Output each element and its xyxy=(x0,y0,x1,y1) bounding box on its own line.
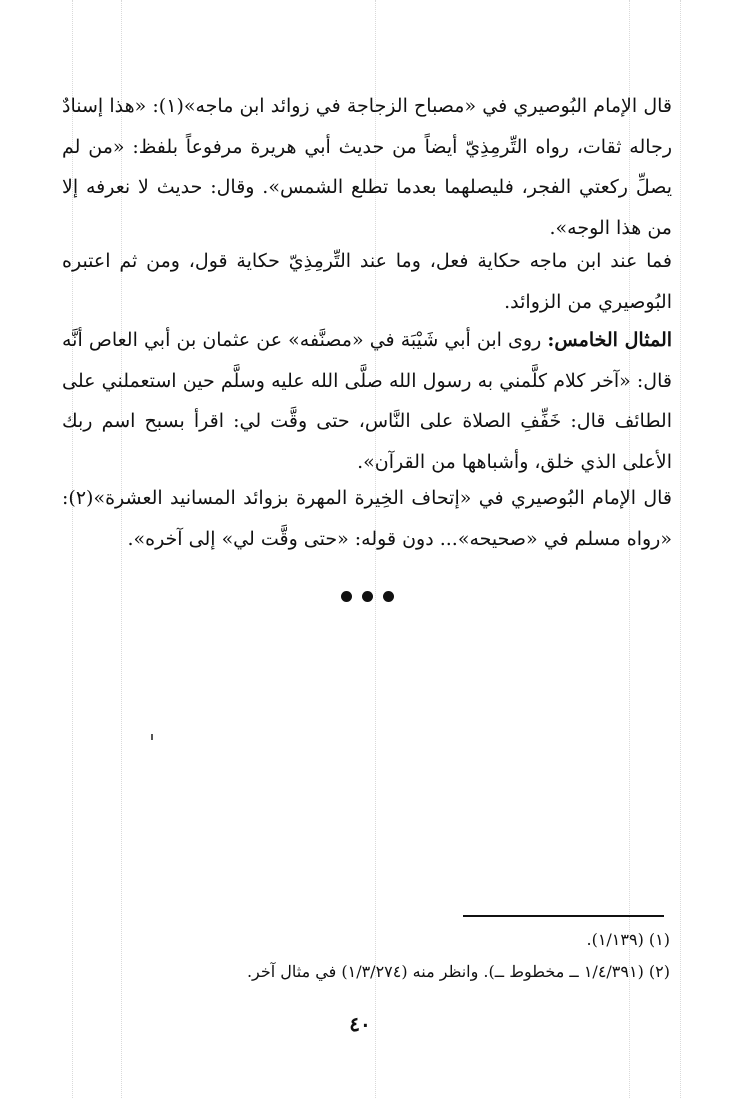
paragraph-2 xyxy=(62,241,672,322)
paragraph-4 xyxy=(62,478,672,559)
separator-dot xyxy=(383,591,394,602)
paragraph-text: فما عند ابن ماجه حكاية فعل، وما عند التِّرمِذِيّ حكاية قول، ومن ثم اعتبره البُوصيري من الزوائد. xyxy=(62,250,672,313)
example-label: المثال الخامس: xyxy=(547,329,673,351)
section-separator xyxy=(332,589,412,605)
paragraph-text: قال الإمام البُوصيري في «إتحاف الخِيرة المهرة بزوائد المسانيد العشرة»(٢): «رواه مسلم في «صحيحه»... دون قوله: «حتى وقَّت لي» إلى آخره». xyxy=(62,487,672,550)
separator-dot xyxy=(341,591,352,602)
footnote-separator xyxy=(463,915,664,917)
scan-guide-line xyxy=(680,0,681,1098)
page-number: ٤٠ xyxy=(349,1012,371,1036)
scan-speck xyxy=(151,734,153,740)
paragraph-3 xyxy=(62,320,672,482)
separator-dot xyxy=(362,591,373,602)
footnote-1: (١) (١/١٣٩). xyxy=(586,930,670,949)
footnote-2: (٢) (١/٤/٣٩١ ــ مخطوط ــ). وانظر منه (١/٣/٢٧٤) في مثال آخر. xyxy=(246,962,670,981)
paragraph-1 xyxy=(62,86,672,248)
paragraph-text: روى ابن أبي شَيْبَة في «مصنَّفه» عن عثمان بن أبي العاص أنَّه قال: «آخر كلام كلَّمني به رسول الله صلَّى الله عليه وسلَّم حين استعملني على الطائف قال: خَفِّفِ الصلاة على النَّاس، حتى وقَّت لي: اقرأ بسبح اسم ربك الأعلى الذي خلق، وأشباهها من القرآن». xyxy=(62,329,672,473)
paragraph-text: قال الإمام البُوصيري في «مصباح الزجاجة في زوائد ابن ماجه»(١): «هذا إسنادٌ رجاله ثقات، رواه التِّرمِذِيّ أيضاً من حديث أبي هريرة مرفوعاً بلفظ: «من لم يصلِّ ركعتي الفجر، فليصلهما بعدما تطلع الشمس». وقال: حديث لا نعرفه إلا من هذا الوجه». xyxy=(62,95,672,239)
